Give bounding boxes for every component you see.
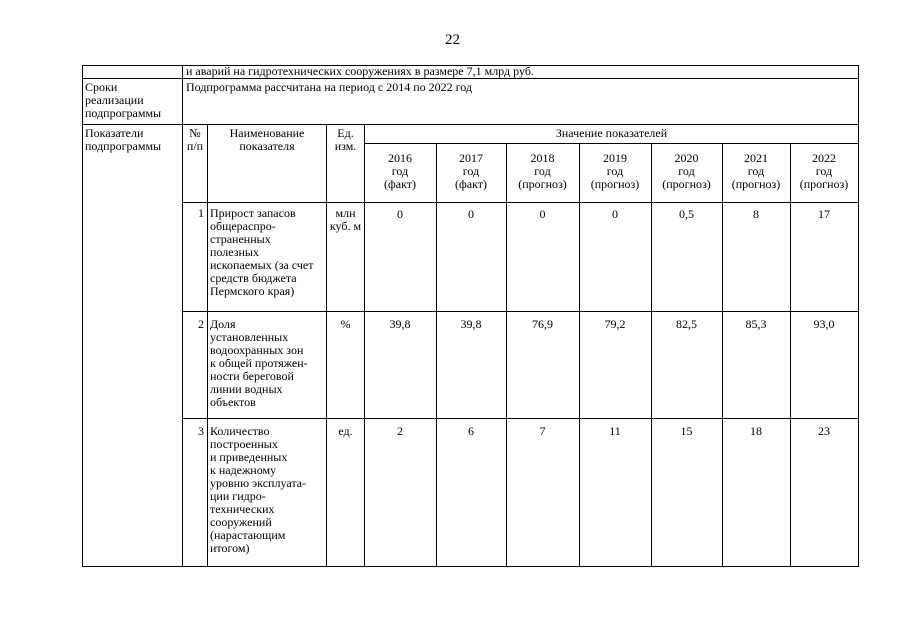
period-label: Сроки реализации подпрограммы: [85, 80, 162, 120]
table-line: [858, 65, 859, 567]
row-value: 0: [468, 207, 474, 221]
header-num: № п/п: [186, 126, 204, 153]
row-value: 23: [818, 424, 830, 438]
row-value: 39,8: [460, 317, 482, 331]
row-value: 7: [539, 424, 546, 438]
header-unit: Ед. изм.: [334, 126, 357, 153]
row-value: 17: [818, 207, 830, 221]
continuation-text: и аварий на гидротехнических сооружениях в размере 7,1 млрд руб.: [186, 64, 534, 78]
row-value: 0: [612, 207, 618, 221]
row-value: 11: [609, 424, 621, 438]
row-unit: %: [340, 317, 351, 331]
header-name: Наименование показателя: [229, 126, 305, 153]
row-value: 2: [397, 424, 403, 438]
header-values: Значение показателей: [555, 126, 668, 140]
table-line: [82, 566, 859, 567]
table-line: [722, 143, 723, 567]
row-name: Доля установленных водоохранных зон к общей протяжен- ности береговой линии водных объектов: [210, 317, 308, 409]
table-line: [182, 202, 859, 203]
table-line: [579, 143, 580, 567]
table-line: [82, 78, 859, 79]
indicators-label: Показатели подпрограммы: [85, 126, 162, 153]
table-line: [436, 143, 437, 567]
row-name: Количество построенных и приведенных к надежному уровню эксплуата- ции гидро- технических сооружений (нарастающим итогом): [210, 424, 307, 555]
table-line: [364, 143, 859, 144]
year-header: 2020 год (прогноз): [662, 151, 711, 191]
row-name: Прирост запасов общераспро- страненных полезных ископаемых (за счет средств бюджета Пермского края): [210, 206, 314, 298]
row-value: 85,3: [745, 317, 767, 331]
table-line: [651, 143, 652, 567]
row-value: 6: [468, 424, 474, 438]
table-line: [790, 143, 791, 567]
row-value: 39,8: [389, 317, 411, 331]
row-unit: ед.: [338, 424, 353, 438]
year-header: 2022 год (прогноз): [799, 151, 849, 191]
year-header: 2019 год (прогноз): [590, 151, 640, 191]
page-number: 22: [445, 32, 460, 48]
period-text: Подпрограмма рассчитана на период с 2014 по 2022 год: [186, 80, 472, 94]
row-value: 79,2: [604, 317, 626, 331]
row-value: 15: [680, 424, 693, 438]
row-number: 3: [198, 424, 204, 438]
table-line: [207, 124, 208, 567]
row-value: 0: [539, 207, 546, 221]
table-line: [506, 143, 507, 567]
row-value: 0,5: [679, 207, 694, 221]
table-line: [182, 311, 859, 312]
table-line: [182, 418, 859, 419]
table-line: [82, 124, 859, 125]
row-value: 0: [397, 207, 403, 221]
row-unit: млн куб. м: [329, 206, 362, 233]
year-header: 2016 год (факт): [383, 151, 416, 191]
row-value: 93,0: [813, 317, 835, 331]
table-line: [82, 65, 83, 567]
row-number: 2: [198, 317, 204, 331]
row-number: 1: [198, 206, 204, 220]
row-value: 8: [753, 207, 759, 221]
row-value: 18: [750, 424, 762, 438]
row-value: 82,5: [676, 317, 697, 331]
year-header: 2021 год (прогноз): [731, 151, 781, 191]
row-value: 76,9: [532, 317, 553, 331]
year-header: 2018 год (прогноз): [518, 151, 567, 191]
year-header: 2017 год (факт): [454, 151, 487, 191]
table-line: [326, 124, 327, 567]
